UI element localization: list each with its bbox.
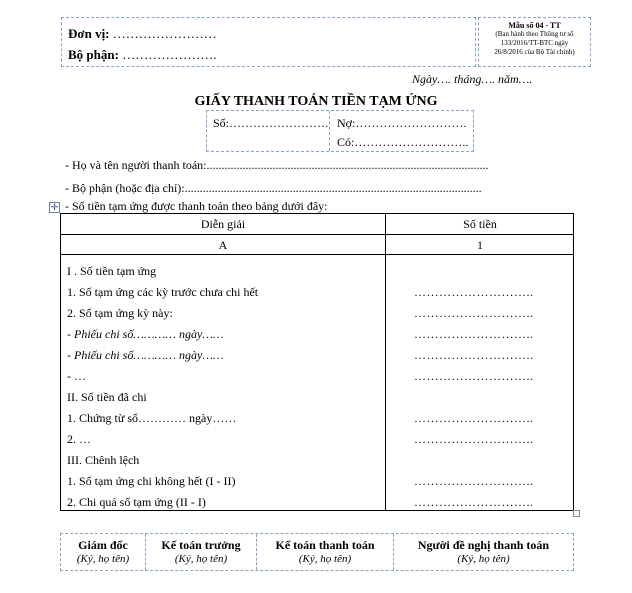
amount-intro-text: - Số tiền tạm ứng được thanh toán theo bảng dưới đây: <box>65 199 328 213</box>
table-row-label: III. Chênh lệch <box>67 453 140 467</box>
form-note-3: 26/8/2016 của Bộ Tài chính) <box>494 48 575 56</box>
table-row-amount[interactable]: ……………………….. <box>414 474 534 488</box>
column-sub-1: 1 <box>477 238 483 252</box>
table-row-label: 2. … <box>67 432 91 446</box>
unit-info-box <box>61 17 476 67</box>
bo-phan-line <box>68 47 216 63</box>
table-row-label: - Phiếu chi số………… ngày…… <box>67 327 224 341</box>
column-header-amount: Số tiền <box>463 217 497 231</box>
don-vi-line <box>68 26 217 42</box>
signature-sub: (Ký, họ tên) <box>76 553 130 565</box>
form-number-box <box>478 17 591 67</box>
signature-director <box>61 534 145 570</box>
don-vi-value[interactable]: …………………… <box>112 26 217 41</box>
table-row-amount[interactable]: ……………………….. <box>414 411 534 425</box>
form-number: Mẫu số 04 - TT <box>508 21 561 30</box>
table-row-label: I . Số tiền tạm ứng <box>67 264 157 278</box>
table-row-amount[interactable]: ……………………….. <box>414 495 534 509</box>
table-row-label: 1. Số tạm ứng các kỳ trước chưa chi hết <box>67 285 259 299</box>
signature-title: Giám đốc <box>78 538 128 552</box>
table-header-divider <box>61 234 573 235</box>
voucher-number-box <box>206 110 474 152</box>
table-subheader-divider <box>61 254 573 255</box>
column-header-description: Diễn giải <box>200 217 246 231</box>
form-note-2: 133/2016/TT-BTC ngày <box>500 39 569 47</box>
department-field[interactable]: - Bộ phận (hoặc địa chỉ):................................................................................................... <box>65 181 482 195</box>
table-row-amount[interactable]: ……………………….. <box>414 369 534 383</box>
signature-requester <box>394 534 573 570</box>
table-row-label: II. Số tiền đã chi <box>67 390 147 404</box>
signature-chief-accountant <box>146 534 256 570</box>
table-row-amount[interactable]: ……………………….. <box>414 432 534 446</box>
signature-box <box>60 533 574 571</box>
don-vi-label: Đơn vị: <box>68 26 110 41</box>
table-row-amount[interactable]: ……………………….. <box>414 285 534 299</box>
signature-sub: (Ký, họ tên) <box>298 553 352 565</box>
signature-title: Kế toán trưởng <box>161 538 241 552</box>
date-line[interactable]: Ngày…. tháng…. năm…. <box>412 72 533 86</box>
so-field[interactable]: Số:……………………. <box>213 116 329 130</box>
table-row-label: - … <box>67 369 86 383</box>
table-row-label: 2. Số tạm ứng kỳ này: <box>67 306 173 320</box>
form-note-1: (Ban hành theo Thông tư số <box>495 30 574 38</box>
table-row-label: 1. Chứng từ số………… ngày…… <box>67 411 237 425</box>
table-row-label: 2. Chi quá số tạm ứng (II - I) <box>67 495 206 509</box>
signature-title: Người đề nghị thanh toán <box>417 538 550 552</box>
document-title: GIẤY THANH TOÁN TIỀN TẠM ỨNG <box>194 94 438 109</box>
table-move-handle-icon[interactable]: ✛ <box>50 202 59 212</box>
table-resize-handle[interactable] <box>573 510 580 517</box>
table-row-label: 1. Số tạm ứng chi không hết (I - II) <box>67 474 236 488</box>
payer-name-field[interactable]: - Họ và tên người thanh toán:.............................................................................................. <box>65 158 489 172</box>
table-row-amount[interactable]: ……………………….. <box>414 327 534 341</box>
table-row-label: - Phiếu chi số………… ngày…… <box>67 348 224 362</box>
settlement-table <box>60 213 574 511</box>
signature-sub: (Ký, họ tên) <box>457 553 510 565</box>
co-field[interactable]: Có:……………………….. <box>337 135 469 149</box>
table-row-amount[interactable]: ……………………….. <box>414 348 534 362</box>
bo-phan-value[interactable]: …………………. <box>122 47 217 62</box>
voucher-box-divider <box>329 111 330 151</box>
table-column-divider <box>385 214 386 510</box>
table-row-amount[interactable]: ……………………….. <box>414 306 534 320</box>
bo-phan-label: Bộ phận: <box>68 47 119 62</box>
signature-title: Kế toán thanh toán <box>275 538 375 552</box>
signature-payment-accountant <box>257 534 393 570</box>
no-field[interactable]: Nợ:………………………. <box>337 116 467 130</box>
signature-sub: (Ký, họ tên) <box>174 553 228 565</box>
column-sub-a: A <box>218 238 228 252</box>
